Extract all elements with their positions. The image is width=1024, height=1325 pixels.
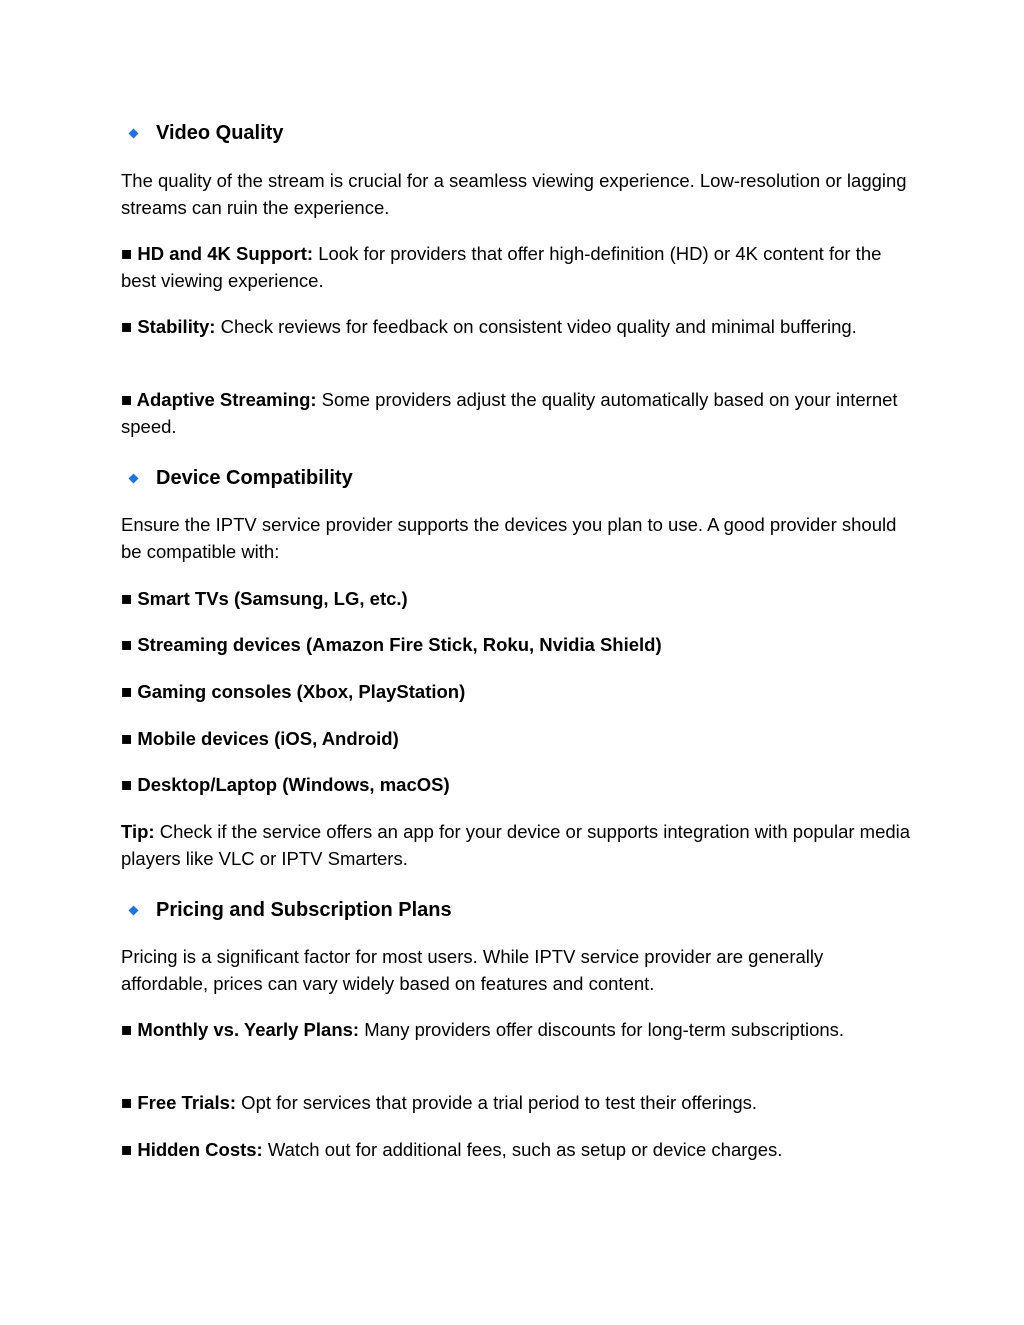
list-item-text: Look for providers that offer high-definition (HD) or 4K content for the best viewing experience. <box>121 243 882 291</box>
diamond-bullet-icon <box>129 473 139 483</box>
list-item <box>121 1137 911 1164</box>
list-item-label: Desktop/Laptop (Windows, macOS) <box>137 774 450 795</box>
list-item-text: Opt for services that provide a trial period to test their offerings. <box>236 1092 758 1113</box>
square-bullet-icon: ■ <box>121 1019 138 1040</box>
list-item <box>121 1017 911 1044</box>
list-item <box>121 387 911 440</box>
list-item-label: Smart TVs (Samsung, LG, etc.) <box>137 588 408 609</box>
list-item-label: Hidden Costs: <box>137 1139 263 1160</box>
square-bullet-icon: ■ <box>121 588 138 609</box>
section-intro: Pricing is a significant factor for most users. While IPTV service provider are generally affordable, prices can vary widely based on features and content. <box>121 946 824 994</box>
list-item-text: Some providers adjust the quality automatically based on your internet speed. <box>121 389 898 437</box>
square-bullet-icon: ■ <box>121 634 138 655</box>
list-item <box>121 314 911 341</box>
square-bullet-icon: ■ <box>121 681 138 702</box>
list-item-label: Free Trials: <box>137 1092 237 1113</box>
list-item-label: Adaptive Streaming: <box>136 389 317 410</box>
list-item <box>121 1090 911 1117</box>
section-intro: The quality of the stream is crucial for a seamless viewing experience. Low-resolution or lagging streams can ruin the experience. <box>121 170 907 218</box>
list-item-text: Many providers offer discounts for long-term subscriptions. <box>359 1019 845 1040</box>
square-bullet-icon: ■ <box>121 1092 138 1113</box>
list-item-text: Watch out for additional fees, such as setup or device charges. <box>262 1139 783 1160</box>
diamond-bullet-icon <box>129 905 139 915</box>
tip-text: Check if the service offers an app for your device or supports integration with popular media players like VLC or IPTV Smarters. <box>121 821 911 869</box>
square-bullet-icon: ■ <box>121 774 138 795</box>
diamond-bullet-icon <box>129 128 139 138</box>
tip-label: Tip: <box>121 821 155 842</box>
tip-paragraph <box>121 819 911 872</box>
list-item-label: Streaming devices (Amazon Fire Stick, Roku, Nvidia Shield) <box>137 634 662 655</box>
section-title: Video Quality <box>156 121 284 144</box>
section-heading-device-compatibility <box>121 465 353 491</box>
square-bullet-icon: ■ <box>121 243 138 264</box>
list-item-label: Mobile devices (iOS, Android) <box>137 728 399 749</box>
square-bullet-icon: ■ <box>121 728 138 749</box>
list-item <box>121 772 911 799</box>
list-item-label: Gaming consoles (Xbox, PlayStation) <box>137 681 466 702</box>
list-item-label: Stability: <box>137 316 216 337</box>
list-item-text: Check reviews for feedback on consistent video quality and minimal buffering. <box>215 316 857 337</box>
list-item <box>121 632 911 659</box>
section-intro: Ensure the IPTV service provider supports the devices you plan to use. A good provider should be compatible with: <box>121 514 897 562</box>
section-title: Pricing and Subscription Plans <box>156 898 452 921</box>
list-item <box>121 679 911 706</box>
section-title: Device Compatibility <box>156 466 353 489</box>
square-bullet-icon: ■ <box>121 1139 138 1160</box>
list-item-label: HD and 4K Support: <box>137 243 314 264</box>
square-bullet-icon: ■ <box>121 316 138 337</box>
list-item-label: Monthly vs. Yearly Plans: <box>137 1019 360 1040</box>
list-item <box>121 241 911 294</box>
list-item <box>121 726 911 753</box>
section-heading-video-quality <box>121 120 283 146</box>
list-item <box>121 586 911 613</box>
square-bullet-icon: ■ <box>121 389 137 410</box>
section-heading-pricing <box>121 897 452 923</box>
